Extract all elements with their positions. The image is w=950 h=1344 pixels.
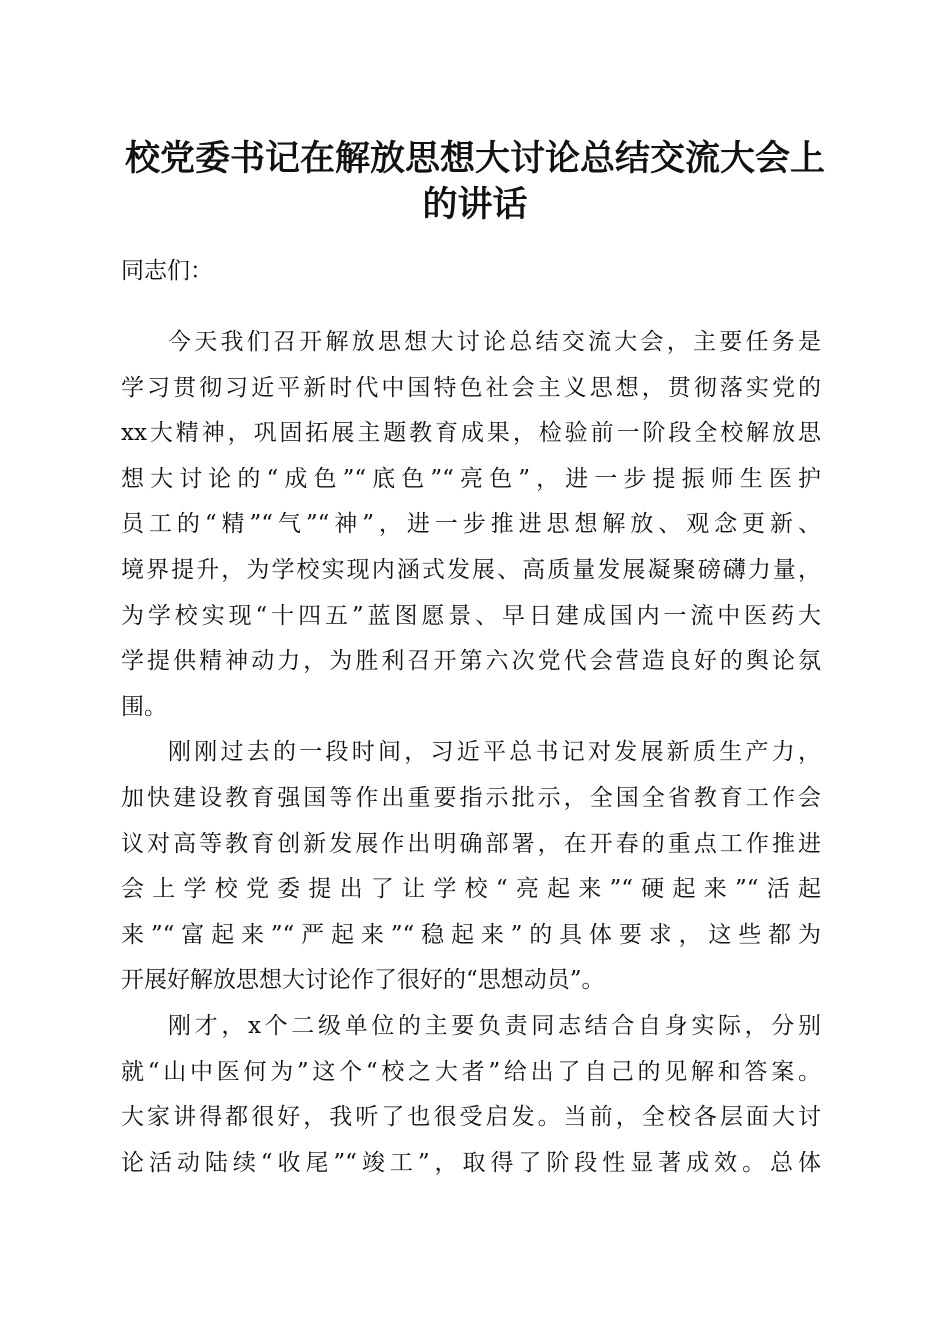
paragraph [121, 732, 821, 1006]
paragraph-line: 加快建设教育强国等作出重要指示批示，全国全省教育工作会 [121, 784, 821, 811]
paragraph-line: 就“山中医何为”这个“校之大者”给出了自己的见解和答案。 [121, 1058, 821, 1085]
paragraph-line: xx大精神，巩固拓展主题教育成果，检验前一阶段全校解放思 [121, 420, 821, 447]
title-line-2: 的讲话 [422, 184, 528, 225]
paragraph-line: 围。 [121, 693, 167, 720]
paragraph-line: 会上学校党委提出了让学校“亮起来”“硬起来”“活起 [121, 876, 821, 903]
salutation: 同志们： [121, 258, 213, 284]
paragraph-line: 来”“富起来”“严起来”“稳起来”的具体要求，这些都为 [121, 921, 821, 948]
paragraph-line: 员工的“精”“气”“神”，进一步推进思想解放、观念更新、 [121, 511, 821, 538]
paragraph-line: 开展好解放思想大讨论作了很好的“思想动员”。 [121, 967, 605, 994]
title-line-1: 校党委书记在解放思想大讨论总结交流大会上 [124, 138, 825, 179]
paragraph-line: 大家讲得都很好，我听了也很受启发。当前，全校各层面大讨 [121, 1104, 821, 1131]
document-title [100, 136, 850, 228]
paragraph-line: 今天我们召开解放思想大讨论总结交流大会，主要任务是 [168, 329, 821, 355]
paragraph-line: 刚刚过去的一段时间，习近平总书记对发展新质生产力， [168, 739, 821, 766]
paragraph [121, 1006, 821, 1188]
paragraph-line: 想大讨论的“成色”“底色”“亮色”，进一步提振师生医护 [121, 465, 821, 492]
paragraph-line: 议对高等教育创新发展作出明确部署，在开春的重点工作推进 [121, 830, 821, 857]
paragraph-line: 境界提升，为学校实现内涵式发展、高质量发展凝聚磅礴力量， [121, 556, 821, 583]
paragraph-line: 学提供精神动力，为胜利召开第六次党代会营造良好的舆论氛 [121, 648, 821, 675]
paragraph [121, 322, 821, 732]
paragraph-line: 刚才，x个二级单位的主要负责同志结合自身实际，分别 [168, 1012, 821, 1039]
paragraph-line: 为学校实现“十四五”蓝图愿景、早日建成国内一流中医药大 [121, 602, 821, 629]
document-body [121, 322, 821, 1188]
paragraph-line: 论活动陆续“收尾”“竣工”，取得了阶段性显著成效。总体 [121, 1149, 821, 1176]
paragraph-line: 学习贯彻习近平新时代中国特色社会主义思想，贯彻落实党的 [121, 374, 821, 401]
